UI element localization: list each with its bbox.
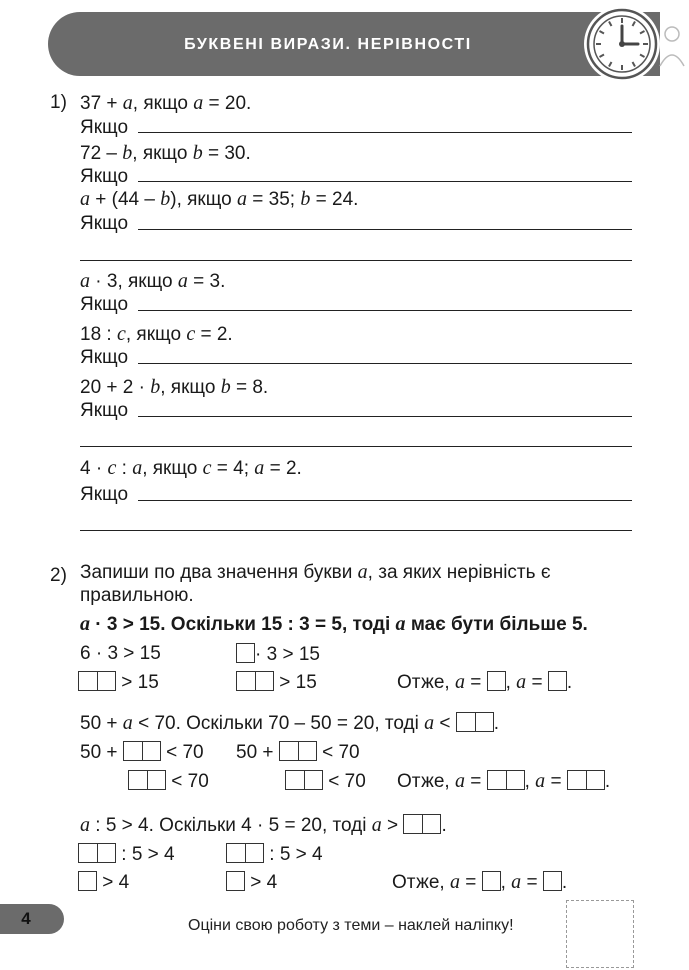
answer-box-double[interactable] xyxy=(78,843,116,863)
answer-label: Якщо xyxy=(80,213,129,234)
ineq-row: : 5 > 4 xyxy=(78,843,175,866)
answer-box[interactable] xyxy=(482,871,501,891)
task-1-expression-4: a · 3, якщо a = 3. xyxy=(80,270,226,292)
answer-box-double[interactable] xyxy=(403,814,441,834)
answer-box-double[interactable] xyxy=(226,843,264,863)
answer-box-double[interactable] xyxy=(128,770,166,790)
task-2-example-bold: a · 3 > 15. Оскільки 15 : 3 = 5, тоді a має бути більше 5. xyxy=(80,613,588,635)
ineq-row: · 3 > 15 xyxy=(236,643,320,666)
answer-box[interactable] xyxy=(226,871,245,891)
answer-line[interactable] xyxy=(138,310,632,311)
answer-box-double[interactable] xyxy=(123,741,161,761)
answer-box-double[interactable] xyxy=(236,671,274,691)
answer-label: Якщо xyxy=(80,484,129,505)
ineq-row: < 70 xyxy=(128,770,209,793)
answer-box[interactable] xyxy=(543,871,562,891)
task-1-expression-6: 20 + 2 · b, якщо b = 8. xyxy=(80,376,269,398)
answer-line[interactable] xyxy=(138,132,632,133)
answer-box-double[interactable] xyxy=(78,671,116,691)
task-2-instruction: Запиши по два значення букви a, за яких нерівність є xyxy=(80,561,551,583)
answer-label: Якщо xyxy=(80,117,129,138)
task-1-expression-5: 18 : c, якщо c = 2. xyxy=(80,323,233,345)
answer-line[interactable] xyxy=(138,181,632,182)
answer-box-double[interactable] xyxy=(279,741,317,761)
sticker-placeholder[interactable] xyxy=(566,900,634,968)
task-2-instruction-cont: правильною. xyxy=(80,585,194,606)
conclusion: Отже, a = , a = . xyxy=(392,871,568,893)
answer-label: Якщо xyxy=(80,347,129,368)
ineq-row: 50 + < 70 xyxy=(80,742,204,763)
page-number: 4 xyxy=(21,909,31,928)
answer-line[interactable] xyxy=(138,363,632,364)
answer-box-double[interactable] xyxy=(487,770,525,790)
conclusion: Отже, a = , a = . xyxy=(397,671,573,693)
answer-line[interactable] xyxy=(138,416,632,417)
page-title: БУКВЕНІ ВИРАЗИ. НЕРІВНОСТІ xyxy=(184,36,472,53)
answer-label: Якщо xyxy=(80,400,129,421)
answer-label: Якщо xyxy=(80,294,129,315)
task-1-expression-2: 72 – b, якщо b = 30. xyxy=(80,142,251,164)
ineq-row: > 15 xyxy=(236,671,317,694)
task-2-number: 2) xyxy=(50,565,67,586)
answer-box-double[interactable] xyxy=(285,770,323,790)
task-1-expression-3: a + (44 – b), якщо a = 35; b = 24. xyxy=(80,188,359,210)
clock-icon xyxy=(578,4,688,84)
ineq-row: > 4 xyxy=(226,871,277,894)
answer-box-double[interactable] xyxy=(567,770,605,790)
ineq-row: : 5 > 4 xyxy=(226,843,323,866)
ineq-text: 6 · 3 > 15 xyxy=(80,643,161,664)
answer-line[interactable] xyxy=(80,446,632,447)
answer-line[interactable] xyxy=(138,229,632,230)
answer-line[interactable] xyxy=(80,260,632,261)
answer-box[interactable] xyxy=(487,671,506,691)
ineq-row: > 15 xyxy=(78,671,159,694)
ineq-row: > 4 xyxy=(78,871,129,894)
ineq-head: 50 + a < 70. Оскільки 70 – 50 = 20, тоді a < . xyxy=(80,712,500,734)
answer-line[interactable] xyxy=(138,500,632,501)
ineq-row: < 70 xyxy=(285,770,366,793)
task-1-expression-1: 37 + a, якщо a = 20. xyxy=(80,92,252,114)
answer-box[interactable] xyxy=(548,671,567,691)
footer-text: Оціни свою роботу з теми – наклей наліпку! xyxy=(188,917,514,934)
ineq-row: 50 + < 70 xyxy=(236,742,360,763)
answer-box-double[interactable] xyxy=(456,712,494,732)
conclusion: Отже, a = , a = . xyxy=(397,770,611,792)
ineq-head: a : 5 > 4. Оскільки 4 · 5 = 20, тоді a > . xyxy=(80,814,447,836)
task-1-number: 1) xyxy=(50,92,67,113)
answer-box[interactable] xyxy=(78,871,97,891)
task-1-expression-7: 4 · c : a, якщо c = 4; a = 2. xyxy=(80,457,302,479)
answer-line[interactable] xyxy=(80,530,632,531)
answer-box[interactable] xyxy=(236,643,255,663)
answer-label: Якщо xyxy=(80,166,129,187)
